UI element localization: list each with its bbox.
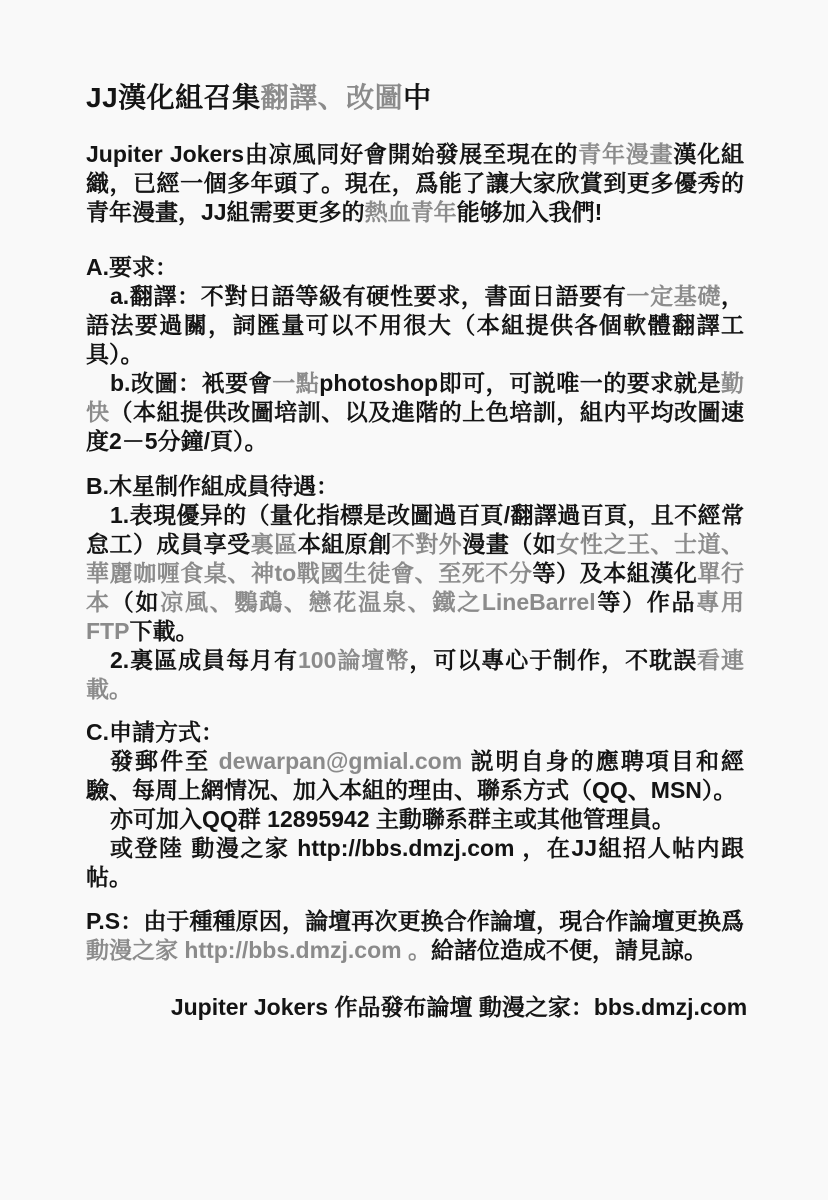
text-segment: a.翻譯：不對日語等級有硬性要求，書面日語要有 xyxy=(110,283,627,309)
text-segment: 本組原創 xyxy=(297,531,392,557)
text-segment: C.申請方式： xyxy=(86,719,224,745)
apply-by-forum xyxy=(86,834,744,892)
section-a-heading xyxy=(86,253,744,282)
text-segment: 翻譯、改圖 xyxy=(260,82,404,113)
text-segment: B.木星制作組成員待遇： xyxy=(86,473,339,499)
text-segment: 裏區 xyxy=(250,531,298,557)
page-content xyxy=(86,80,744,965)
section-b-heading xyxy=(86,472,744,501)
text-segment: ，可以專心于制作，不耽誤 xyxy=(409,647,698,673)
benefit-ftp-access xyxy=(86,501,744,646)
requirement-translation xyxy=(86,282,744,369)
text-segment: 100論壇幣 xyxy=(298,647,410,673)
section-requirements xyxy=(86,253,744,456)
text-segment: 中 xyxy=(403,82,432,113)
text-segment: （如 xyxy=(110,589,161,615)
text-segment: 專用FTP xyxy=(86,589,745,644)
text-segment: 不對外 xyxy=(391,531,463,557)
text-segment: 看連載。 xyxy=(86,647,745,702)
text-segment: b.改圖：衹要會 xyxy=(110,370,273,396)
text-segment: P.S：由于種種原因，論壇再次更换合作論壇，現合作論壇更换爲 xyxy=(86,908,744,934)
section-c-heading xyxy=(86,718,744,747)
text-segment: JJ漢化組召集 xyxy=(86,82,261,113)
text-segment: 一點 xyxy=(272,370,320,396)
section-member-benefits xyxy=(86,472,744,704)
text-segment: ，語法要過關，詞匯量可以不用很大（本組提供各個軟體翻譯工具）。 xyxy=(86,283,745,367)
apply-by-email xyxy=(86,747,744,805)
text-segment: Jupiter Jokers由凉風同好會開始發展至現在的 xyxy=(86,141,579,167)
text-segment: A.要求： xyxy=(86,254,178,280)
text-segment: 1.表現優异的（量化指標是改圖過百頁/翻譯過百頁，且不經常怠工）成員享受 xyxy=(86,502,744,557)
text-segment: dewarpan@gmial.com xyxy=(218,748,463,774)
text-segment: 單行本 xyxy=(86,560,745,615)
postscript-note xyxy=(86,907,744,965)
text-segment: 能够加入我們! xyxy=(456,199,603,225)
text-segment: 給諸位造成不便，請見諒。 xyxy=(431,937,707,963)
text-segment: 等）作品 xyxy=(595,589,697,615)
text-segment: 勤快 xyxy=(86,370,745,425)
page-title xyxy=(86,80,744,116)
text-segment: 等）及本組漢化 xyxy=(532,560,698,586)
text-segment: 發郵件至 xyxy=(110,748,219,774)
benefit-forum-coins xyxy=(86,646,744,704)
section-application-methods xyxy=(86,718,744,892)
text-segment: 女性之王、士道、華麗咖喱食桌、神to戰國生徒會、至死不分 xyxy=(86,531,745,586)
text-segment: 漫畫（如 xyxy=(462,531,557,557)
text-segment: Jupiter Jokers 作品發布論壇 動漫之家：bbs.dmzj.com xyxy=(170,994,748,1020)
text-segment: 凉風、鸚鵡、戀花温泉、鐵之LineBarrel xyxy=(160,589,596,615)
text-segment: 亦可加入QQ群 12895942 主動聯系群主或其他管理員。 xyxy=(110,806,675,832)
text-segment: （本組提供改圖培訓、以及進階的上色培訓，組内平均改圖速度2－5分鐘/頁）。 xyxy=(86,399,745,454)
text-segment: 一定基礎 xyxy=(626,283,722,309)
requirement-image-editing xyxy=(86,369,744,456)
text-segment: 漢化組織，已經一個多年頭了。現在，爲能了讓大家欣賞到更多優秀的青年漫畫，JJ組需要更多的 xyxy=(86,141,745,225)
apply-by-qq-group xyxy=(86,805,744,834)
intro-paragraph xyxy=(86,140,744,227)
text-segment: 下載。 xyxy=(129,618,199,644)
footer-release-forum xyxy=(0,993,828,1022)
text-segment: photoshop即可，可説唯一的要求就是 xyxy=(319,370,722,396)
text-segment: 熱血青年 xyxy=(364,199,457,225)
text-segment: 説明自身的應聘項目和經驗、每周上網情况、加入本組的理由、聯系方式（QQ、MSN）。 xyxy=(86,748,745,803)
text-segment: 或登陸 動漫之家 http://bbs.dmzj.com ，在JJ組招人帖内跟帖。 xyxy=(86,835,744,890)
text-segment: 動漫之家 http://bbs.dmzj.com 。 xyxy=(86,937,431,963)
text-segment: 青年漫畫 xyxy=(578,141,674,167)
text-segment: 2.裏區成員每月有 xyxy=(110,647,299,673)
